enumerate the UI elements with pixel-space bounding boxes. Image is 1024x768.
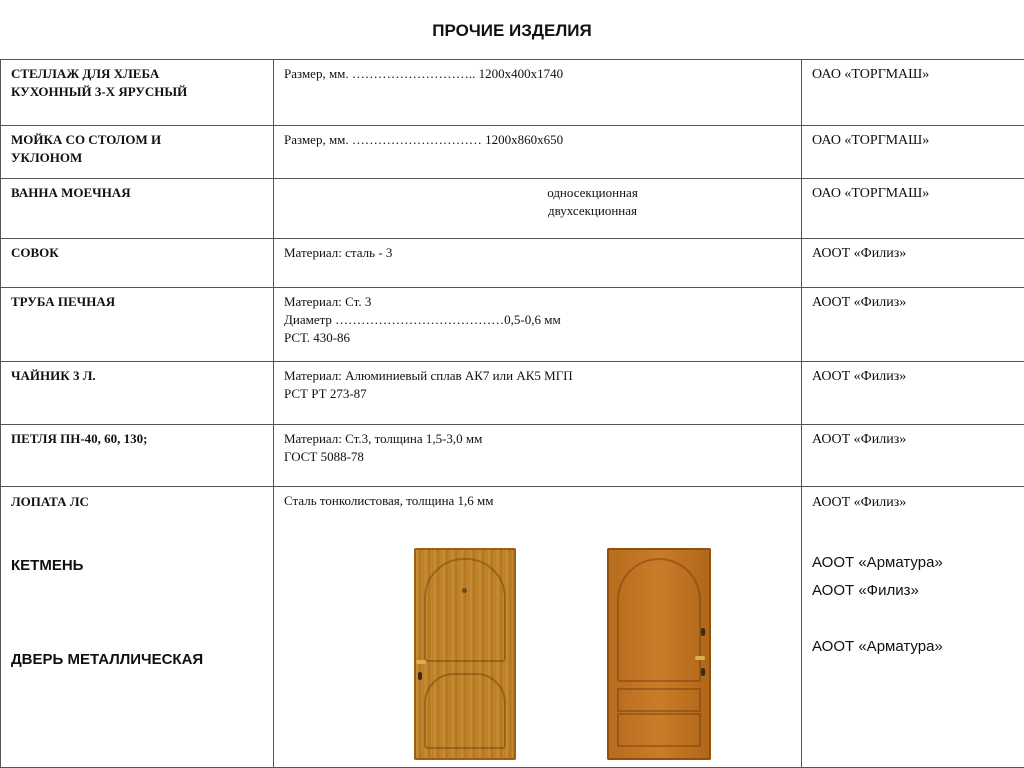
manufacturer: АООТ «Арматура» xyxy=(812,638,943,655)
table-row xyxy=(1,288,1024,362)
product-name: ВАННА МОЕЧНАЯ xyxy=(11,185,131,200)
products-table xyxy=(0,59,1024,768)
product-name: МОЙКА СО СТОЛОМ И УКЛОНОМ xyxy=(11,132,162,165)
product-spec: Размер, мм. ……………………….. 1200х400х1740 xyxy=(284,66,564,81)
product-name: ЛОПАТА ЛС xyxy=(11,494,89,509)
product-spec: Размер, мм. ………………………… 1200х860х650 xyxy=(284,132,564,147)
table-row xyxy=(1,362,1024,425)
manufacturer: ОАО «ТОРГМАШ» xyxy=(812,186,930,201)
product-names-group xyxy=(1,487,273,669)
table-row xyxy=(1,487,1024,768)
product-name: ЧАЙНИК 3 Л. xyxy=(11,368,96,383)
product-spec: Материал: Ст.3, толщина 1,5-3,0 мм ГОСТ 5088-78 xyxy=(284,431,483,464)
table-row xyxy=(1,179,1024,239)
manufacturer: ОАО «ТОРГМАШ» xyxy=(812,133,930,148)
product-name: СТЕЛЛАЖ ДЛЯ ХЛЕБА КУХОННЫЙ 3-Х ЯРУСНЫЙ xyxy=(11,66,188,99)
table-row xyxy=(1,126,1024,179)
product-spec: Материал: сталь - 3 xyxy=(284,245,393,260)
manufacturer: АООТ «Филиз» xyxy=(812,369,907,384)
page-title: ПРОЧИЕ ИЗДЕЛИЯ xyxy=(432,21,592,40)
manufacturer: АООТ «Филиз» xyxy=(812,432,907,447)
table-row xyxy=(1,239,1024,288)
door-images xyxy=(274,510,801,760)
manufacturer: АООТ «Филиз» xyxy=(812,295,907,310)
product-name: ДВЕРЬ МЕТАЛЛИЧЕСКАЯ xyxy=(11,651,204,668)
product-name: ТРУБА ПЕЧНАЯ xyxy=(11,294,116,309)
manufacturer: АООТ «Филиз» xyxy=(812,246,907,261)
product-name: ПЕТЛЯ ПН-40, 60, 130; xyxy=(11,431,148,446)
manufacturer: АООТ «Филиз» xyxy=(812,495,907,510)
product-spec: Сталь тонколистовая, толщина 1,6 мм xyxy=(284,493,494,508)
product-spec: односекционная двухсекционная xyxy=(547,185,638,218)
product-name: КЕТМЕНЬ xyxy=(11,557,84,574)
manufacturer: АООТ «Арматура» xyxy=(812,554,943,571)
table-row xyxy=(1,425,1024,487)
manufacturer: АООТ «Филиз» xyxy=(812,582,919,599)
manufacturers-group xyxy=(802,487,1024,656)
product-spec: Материал: Ст. 3 Диаметр …………………………………0,5-0,6 мм РСТ. 430-86 xyxy=(284,294,561,345)
dark-oak-door-icon xyxy=(607,548,711,760)
table-row xyxy=(1,60,1024,126)
product-name: СОВОК xyxy=(11,245,59,260)
product-spec: Материал: Алюминиевый сплав АК7 или АК5 МГП РСТ РТ 273-87 xyxy=(284,368,573,401)
light-oak-door-icon xyxy=(414,548,516,760)
manufacturer: ОАО «ТОРГМАШ» xyxy=(812,67,930,82)
